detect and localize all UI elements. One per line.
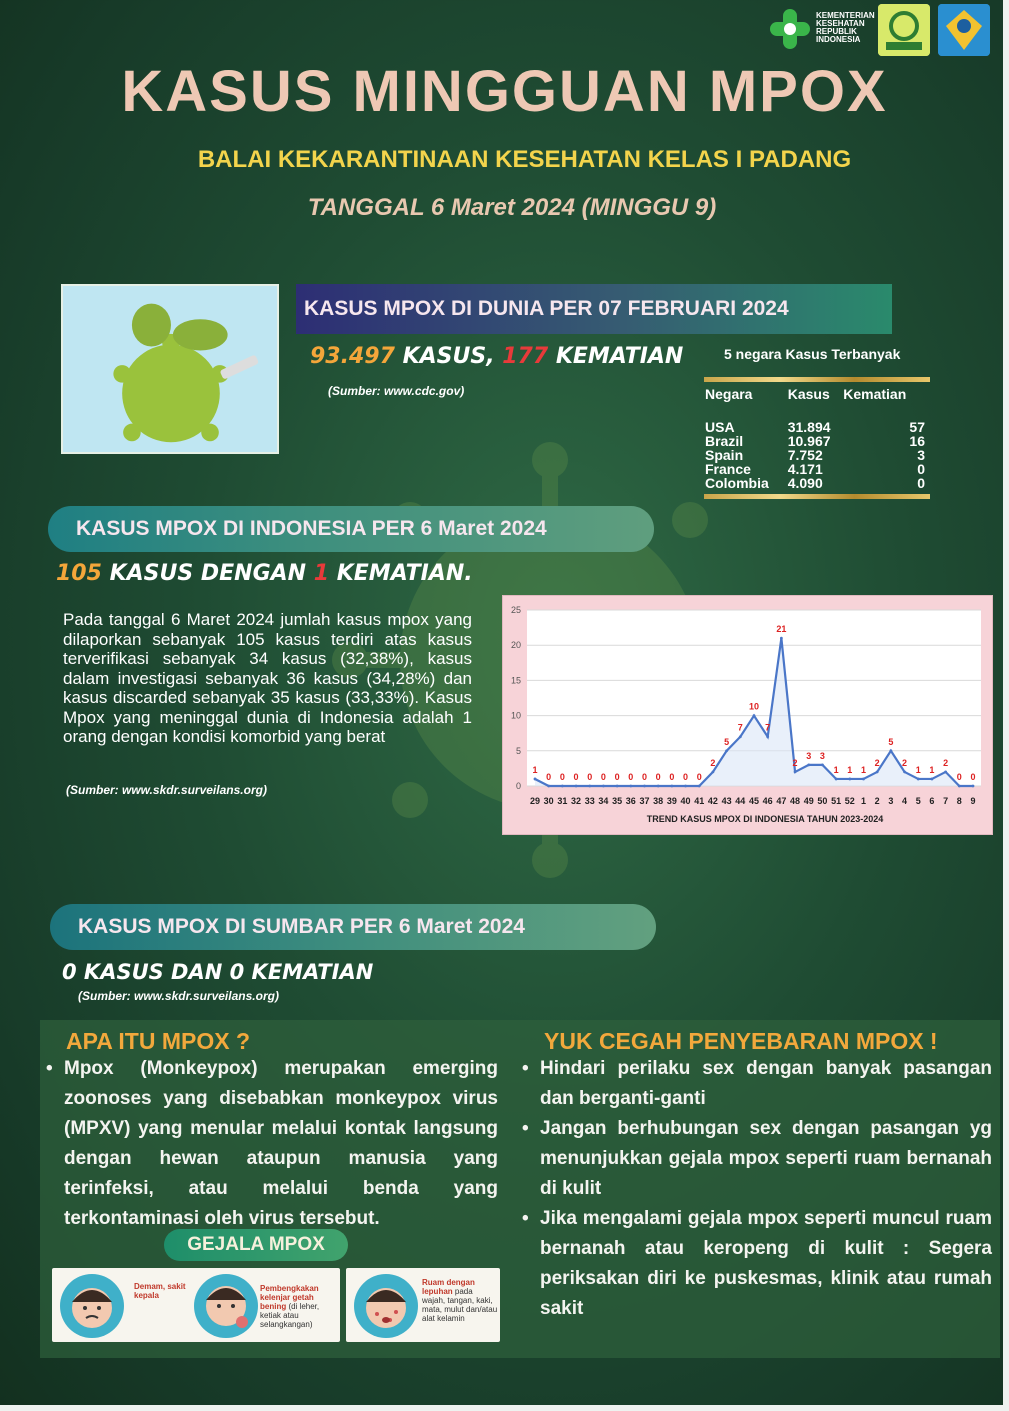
x-tick-label: 47 bbox=[776, 796, 787, 806]
x-tick-label: 36 bbox=[625, 796, 636, 806]
y-tick-label: 15 bbox=[510, 675, 521, 686]
indonesia-paragraph: Pada tanggal 6 Maret 2024 jumlah kasus mpox yang dilaporkan sebanyak 105 kasus terdiri atas kasus terverifikasi sebanyak 34 kasus (32,38%), kasus dalam investigasi sebanyak 36 kasus (34,28%) dan kasus discarded sebanyak 35 kasus (33,33%). Kasus Mpox yang meninggal dunia di Indonesia adalah 1 orang dengan kondisi komorbid yang berat bbox=[63, 610, 472, 746]
chart-data-point bbox=[698, 785, 701, 788]
data-label: 2 bbox=[792, 757, 798, 768]
symptom-main: Ruam dengan lepuhan bbox=[422, 1278, 475, 1296]
cell-deaths: 3 bbox=[917, 447, 925, 463]
world-section-header: KASUS MPOX DI DUNIA PER 07 FEBRUARI 2024 bbox=[296, 284, 892, 334]
x-tick-label: 42 bbox=[707, 796, 718, 806]
chart-data-point bbox=[903, 771, 906, 774]
x-tick-label: 29 bbox=[529, 796, 541, 806]
cell-deaths: 0 bbox=[917, 461, 925, 477]
table-row bbox=[705, 448, 925, 462]
chart-data-point bbox=[821, 763, 824, 766]
rash-face-icon bbox=[346, 1268, 426, 1342]
world-deaths-label: KEMATIAN bbox=[548, 344, 684, 369]
data-label: 0 bbox=[546, 772, 552, 782]
world-cases-number: 93.497 bbox=[310, 344, 395, 369]
chart-data-point bbox=[848, 778, 851, 781]
x-tick-label: 1 bbox=[860, 796, 867, 806]
top5-table bbox=[705, 386, 925, 490]
y-tick-label: 25 bbox=[510, 605, 521, 615]
list-item: • Jangan berhubungan sex dengan pasangan yg menunjukkan gejala mpox seperti ruam bernanah di kulit bbox=[520, 1114, 992, 1204]
x-tick-label: 6 bbox=[929, 796, 935, 806]
chart-data-point bbox=[931, 778, 934, 781]
chart-data-point bbox=[835, 778, 838, 781]
chart-data-point bbox=[862, 778, 865, 781]
chart-data-point bbox=[972, 785, 975, 788]
data-label: 1 bbox=[833, 764, 839, 775]
y-tick-label: 5 bbox=[515, 745, 521, 756]
table-header-cases: Kasus bbox=[787, 386, 830, 402]
indonesia-cases-headline bbox=[56, 561, 473, 586]
table-row bbox=[705, 434, 925, 448]
x-tick-label: 3 bbox=[888, 796, 894, 806]
x-tick-label: 45 bbox=[748, 796, 760, 806]
symptom-text bbox=[260, 1284, 338, 1329]
world-cases-headline bbox=[310, 344, 683, 369]
what-is-list bbox=[44, 1054, 498, 1234]
chart-data-point bbox=[725, 749, 728, 752]
data-label: 2 bbox=[710, 757, 716, 768]
cell-cases: 10.967 bbox=[787, 433, 831, 449]
chart-data-point bbox=[534, 778, 537, 781]
institution-logo bbox=[878, 4, 930, 56]
chart-data-point bbox=[917, 778, 920, 781]
trend-chart-svg bbox=[503, 596, 994, 836]
data-label: 0 bbox=[587, 772, 593, 782]
cell-deaths: 57 bbox=[909, 419, 925, 435]
world-deaths-number: 177 bbox=[502, 344, 549, 369]
table-row bbox=[705, 476, 925, 490]
table-row bbox=[705, 420, 925, 434]
x-tick-label: 2 bbox=[874, 796, 880, 806]
world-cases-label: KASUS, bbox=[394, 344, 503, 369]
chart-data-point bbox=[643, 785, 646, 788]
cell-country: France bbox=[705, 461, 751, 477]
chart-data-point bbox=[876, 771, 879, 774]
report-date: TANGGAL 6 Maret 2024 (MINGGU 9) bbox=[307, 194, 717, 221]
symptom-sub: (di leher, ketiak atau selangkangan) bbox=[260, 1302, 320, 1329]
chart-data-point bbox=[602, 785, 605, 788]
x-tick-label: 44 bbox=[735, 796, 746, 806]
x-tick-label: 30 bbox=[543, 796, 554, 806]
data-label: 0 bbox=[655, 772, 661, 782]
sick-face-icon bbox=[52, 1268, 132, 1342]
swollen-neck-icon bbox=[186, 1268, 266, 1342]
symptom-text bbox=[422, 1278, 498, 1323]
list-item: • Hindari perilaku sex dengan banyak pasangan dan berganti-ganti bbox=[520, 1054, 992, 1114]
table-header-deaths: Kematian bbox=[843, 386, 907, 402]
cell-cases: 7.752 bbox=[787, 447, 823, 463]
what-is-text: • Mpox (Monkeypox) merupakan emerging zoonoses yang disebabkan monkeypox virus (MPXV) yang menular melalui kontak langsung dengan hewan ataupun manusia yang terinfeksi, atau melalui benda yang terkontaminasi oleh virus tersebut. bbox=[44, 1054, 498, 1234]
data-label: 2 bbox=[902, 757, 908, 768]
chart-data-point bbox=[739, 735, 742, 738]
x-tick-label: 31 bbox=[557, 796, 568, 806]
x-tick-label: 35 bbox=[612, 796, 623, 806]
chart-data-point bbox=[766, 735, 769, 738]
quarantine-logo bbox=[938, 4, 990, 56]
symptom-card-rash bbox=[346, 1268, 500, 1342]
x-tick-label: 49 bbox=[803, 796, 814, 806]
chart-title: TREND KASUS MPOX DI INDONESIA TAHUN 2023-2024 bbox=[646, 814, 884, 824]
data-label: 0 bbox=[970, 772, 976, 782]
trend-chart bbox=[502, 595, 993, 835]
prevent-list bbox=[520, 1054, 992, 1324]
table-row bbox=[705, 462, 925, 476]
top5-title: 5 negara Kasus Terbanyak bbox=[724, 346, 901, 362]
x-tick-label: 8 bbox=[956, 796, 962, 806]
indonesia-deaths-label: KEMATIAN. bbox=[329, 561, 473, 586]
bottom-border bbox=[0, 1405, 1009, 1411]
data-label: 0 bbox=[628, 772, 634, 782]
x-tick-label: 43 bbox=[721, 796, 732, 806]
x-tick-label: 51 bbox=[831, 796, 842, 806]
x-tick-label: 40 bbox=[680, 796, 691, 806]
sumbar-source: (Sumber: www.skdr.surveilans.org) bbox=[78, 989, 279, 1003]
symptoms-title: GEJALA MPOX bbox=[164, 1229, 348, 1261]
chart-data-point bbox=[958, 785, 961, 788]
data-label: 21 bbox=[776, 624, 787, 635]
symptom-main: Pembengkakan kelenjar getah bening bbox=[260, 1284, 319, 1311]
x-tick-label: 32 bbox=[571, 796, 582, 806]
x-tick-label: 52 bbox=[844, 796, 855, 806]
cell-cases: 4.171 bbox=[787, 461, 823, 477]
data-label: 1 bbox=[532, 764, 538, 775]
cell-deaths: 16 bbox=[909, 433, 925, 449]
cell-deaths: 0 bbox=[917, 475, 925, 491]
chart-data-point bbox=[944, 771, 947, 774]
list-item: • Jika mengalami gejala mpox seperti muncul ruam bernanah atau keropeng di kulit : Segera periksakan diri ke puskesmas, klinik atau rumah sakit bbox=[520, 1204, 992, 1324]
data-label: 2 bbox=[874, 757, 880, 768]
chart-data-point bbox=[575, 785, 578, 788]
symptom-card-lymph bbox=[186, 1268, 340, 1342]
table-header-country: Negara bbox=[705, 386, 753, 402]
data-label: 1 bbox=[915, 764, 921, 775]
data-label: 2 bbox=[943, 757, 949, 768]
indonesia-source: (Sumber: www.skdr.surveilans.org) bbox=[66, 783, 267, 797]
symptom-card-fever bbox=[52, 1268, 206, 1342]
kemenkes-logo-text: KEMENTERIAN KESEHATAN REPUBLIK INDONESIA bbox=[816, 11, 875, 44]
chart-data-point bbox=[561, 785, 564, 788]
x-tick-label: 48 bbox=[790, 796, 801, 806]
x-tick-label: 34 bbox=[598, 796, 609, 806]
data-label: 0 bbox=[683, 772, 689, 782]
indonesia-cases-label: KASUS DENGAN bbox=[101, 561, 314, 586]
chart-data-point bbox=[794, 771, 797, 774]
chart-data-point bbox=[547, 785, 550, 788]
chart-data-point bbox=[588, 785, 591, 788]
chart-data-point bbox=[712, 771, 715, 774]
x-tick-label: 46 bbox=[762, 796, 773, 806]
cell-cases: 31.894 bbox=[787, 419, 831, 435]
page-title: KASUS MINGGUAN MPOX bbox=[121, 59, 888, 124]
symptom-sub: pada wajah, tangan, kaki, mata, mulut dan/atau alat kelamin bbox=[422, 1287, 498, 1323]
data-label: 0 bbox=[573, 772, 579, 782]
symptom-main: Demam, sakit kepala bbox=[134, 1282, 186, 1300]
chart-data-point bbox=[670, 785, 673, 788]
data-label: 0 bbox=[956, 772, 962, 782]
data-label: 3 bbox=[819, 750, 825, 761]
chart-data-point bbox=[629, 785, 632, 788]
sumbar-section-header: KASUS MPOX DI SUMBAR PER 6 Maret 2024 bbox=[50, 904, 656, 950]
chart-data-point bbox=[753, 714, 756, 717]
data-label: 0 bbox=[559, 772, 565, 782]
top5-divider-bottom bbox=[704, 494, 930, 499]
x-tick-label: 37 bbox=[639, 796, 650, 806]
chart-data-point bbox=[657, 785, 660, 788]
data-label: 1 bbox=[847, 764, 853, 775]
x-tick-label: 33 bbox=[584, 796, 595, 806]
cell-country: Brazil bbox=[705, 433, 744, 449]
chart-data-point bbox=[807, 763, 810, 766]
monkey-virus-cartoon bbox=[61, 284, 279, 454]
x-tick-label: 5 bbox=[915, 796, 921, 806]
x-tick-label: 50 bbox=[817, 796, 828, 806]
world-source: (Sumber: www.cdc.gov) bbox=[328, 384, 465, 398]
cell-country: USA bbox=[705, 419, 735, 435]
data-label: 3 bbox=[806, 750, 812, 761]
prevent-title: YUK CEGAH PENYEBARAN MPOX ! bbox=[544, 1028, 938, 1054]
indonesia-section-header: KASUS MPOX DI INDONESIA PER 6 Maret 2024 bbox=[48, 506, 654, 552]
data-label: 5 bbox=[888, 736, 894, 747]
chart-data-point bbox=[616, 785, 619, 788]
data-label: 5 bbox=[724, 736, 730, 747]
cell-cases: 4.090 bbox=[787, 475, 823, 491]
data-label: 0 bbox=[696, 772, 702, 782]
y-tick-label: 20 bbox=[510, 640, 521, 651]
cell-country: Spain bbox=[705, 447, 744, 463]
x-tick-label: 39 bbox=[666, 796, 677, 806]
data-label: 7 bbox=[737, 722, 743, 733]
x-tick-label: 4 bbox=[902, 796, 908, 806]
chart-data-point bbox=[780, 637, 783, 640]
chart-data-point bbox=[889, 749, 892, 752]
data-label: 0 bbox=[600, 772, 606, 782]
data-label: 1 bbox=[860, 764, 867, 775]
data-label: 7 bbox=[765, 722, 771, 733]
top5-divider-top bbox=[704, 377, 930, 382]
right-border bbox=[1003, 0, 1009, 1411]
x-tick-label: 41 bbox=[694, 796, 705, 806]
chart-data-point bbox=[684, 785, 687, 788]
y-tick-label: 10 bbox=[510, 710, 521, 721]
cell-country: Colombia bbox=[705, 475, 769, 491]
data-label: 0 bbox=[641, 772, 648, 782]
data-label: 0 bbox=[669, 772, 675, 782]
what-is-title: APA ITU MPOX ? bbox=[66, 1028, 250, 1054]
data-label: 1 bbox=[929, 764, 935, 775]
x-tick-label: 7 bbox=[943, 796, 949, 806]
indonesia-cases-number: 105 bbox=[56, 561, 102, 586]
data-label: 10 bbox=[748, 701, 760, 712]
y-tick-label: 0 bbox=[515, 781, 521, 791]
indonesia-deaths-number: 1 bbox=[313, 561, 330, 586]
sumbar-headline: 0 KASUS DAN 0 KEMATIAN bbox=[62, 960, 374, 984]
data-label: 0 bbox=[614, 772, 620, 782]
x-tick-label: 9 bbox=[970, 796, 976, 806]
x-tick-label: 38 bbox=[653, 796, 664, 806]
page-subtitle: BALAI KEKARANTINAAN KESEHATAN KELAS I PADANG bbox=[197, 146, 852, 173]
